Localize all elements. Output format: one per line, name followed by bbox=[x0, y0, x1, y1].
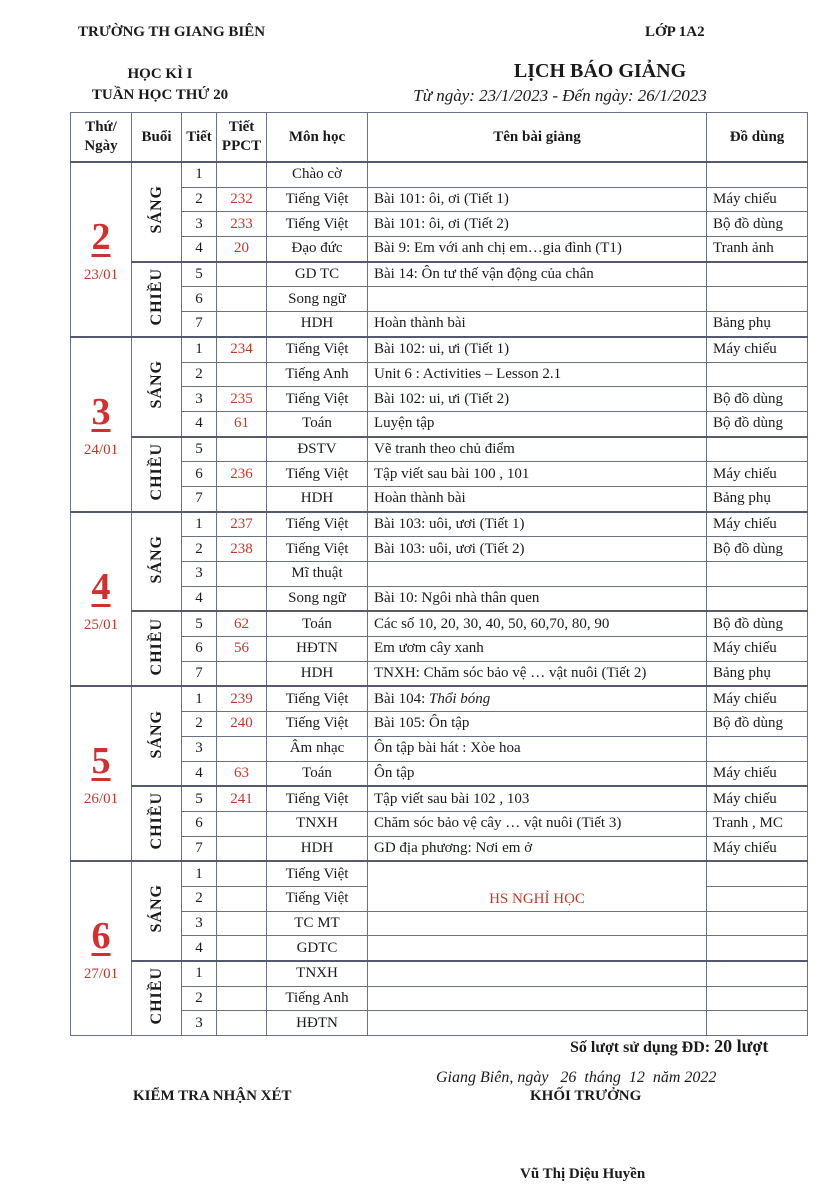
table-row bbox=[71, 562, 808, 587]
col-session: Buổi bbox=[132, 113, 182, 163]
holiday-note: HS NGHỈ HỌC bbox=[489, 890, 585, 907]
lesson-cell bbox=[368, 212, 707, 237]
period-cell: 2 bbox=[182, 886, 217, 911]
table-row bbox=[71, 736, 808, 761]
lesson-text: Bài 101: ôi, ơi (Tiết 2) bbox=[374, 215, 509, 232]
period-cell: 3 bbox=[182, 387, 217, 412]
lesson-text: Bài 10: Ngôi nhà thân quen bbox=[374, 590, 540, 607]
period-cell: 3 bbox=[182, 562, 217, 587]
day-date: 27/01 bbox=[83, 966, 119, 983]
table-row bbox=[71, 287, 808, 312]
lesson-cell bbox=[368, 411, 707, 436]
equipment-cell bbox=[707, 162, 808, 187]
session-morning bbox=[132, 337, 182, 437]
period-cell: 7 bbox=[182, 486, 217, 511]
ppct-cell bbox=[217, 486, 267, 511]
ppct-cell: 234 bbox=[217, 337, 267, 362]
equipment-cell: Bộ đồ dùng bbox=[707, 212, 808, 237]
lesson-text: Hoàn thành bài bbox=[374, 315, 466, 332]
head-label: KHỐI TRƯỞNG bbox=[530, 1088, 642, 1104]
table-row bbox=[71, 411, 808, 436]
subject-cell: Tiếng Việt bbox=[267, 512, 368, 537]
place-date: Giang Biên, ngày 26 tháng 12 năm 2022 bbox=[436, 1069, 717, 1086]
period-cell: 5 bbox=[182, 611, 217, 636]
reviewer-label: KIỂM TRA NHẬN XÉT bbox=[133, 1088, 292, 1104]
day-cell bbox=[71, 337, 132, 512]
table-row bbox=[71, 312, 808, 337]
table-row bbox=[71, 212, 808, 237]
equipment-cell bbox=[707, 362, 808, 387]
session-morning bbox=[132, 512, 182, 612]
subject-cell: GD TC bbox=[267, 262, 368, 287]
lesson-cell bbox=[368, 611, 707, 636]
subject-cell: HDH bbox=[267, 836, 368, 861]
session-label: CHIỀU bbox=[147, 967, 165, 1025]
period-cell: 1 bbox=[182, 961, 217, 986]
lesson-text: Bài 9: Em với anh chị em…gia đình (T1) bbox=[374, 240, 622, 257]
session-afternoon bbox=[132, 786, 182, 861]
period-cell: 3 bbox=[182, 1011, 217, 1036]
subject-cell: Tiếng Việt bbox=[267, 337, 368, 362]
ppct-cell bbox=[217, 562, 267, 587]
lesson-cell bbox=[368, 1011, 707, 1036]
lesson-cell bbox=[368, 387, 707, 412]
period-cell: 7 bbox=[182, 661, 217, 686]
period-cell: 6 bbox=[182, 287, 217, 312]
subject-cell: Tiếng Anh bbox=[267, 362, 368, 387]
subject-cell: Tiếng Việt bbox=[267, 861, 368, 886]
ppct-cell: 240 bbox=[217, 712, 267, 737]
session-label: SÁNG bbox=[147, 359, 165, 409]
session-label: CHIỀU bbox=[147, 268, 165, 326]
period-cell: 4 bbox=[182, 237, 217, 262]
ppct-cell bbox=[217, 586, 267, 611]
lesson-cell bbox=[368, 911, 707, 936]
subject-cell: Tiếng Việt bbox=[267, 387, 368, 412]
session-morning bbox=[132, 861, 182, 961]
day-number: 2 bbox=[91, 215, 111, 258]
subject-cell: HĐTN bbox=[267, 637, 368, 662]
subject-cell: Tiếng Việt bbox=[267, 212, 368, 237]
period-cell: 2 bbox=[182, 537, 217, 562]
ppct-cell: 62 bbox=[217, 611, 267, 636]
ppct-cell: 56 bbox=[217, 637, 267, 662]
subject-cell: Mĩ thuật bbox=[267, 562, 368, 587]
lesson-text: Ôn tập bbox=[374, 764, 415, 781]
ppct-cell: 20 bbox=[217, 237, 267, 262]
day-cell bbox=[71, 861, 132, 1035]
table-row bbox=[71, 986, 808, 1011]
equipment-cell bbox=[707, 586, 808, 611]
lesson-cell bbox=[368, 836, 707, 861]
ppct-cell: 241 bbox=[217, 786, 267, 811]
day-number: 5 bbox=[91, 740, 111, 783]
lesson-text: Bài 14: Ôn tư thế vận động của chân bbox=[374, 266, 594, 283]
lesson-cell bbox=[368, 462, 707, 487]
ppct-cell bbox=[217, 811, 267, 836]
usage-value: 20 lượt bbox=[714, 1036, 769, 1056]
lesson-cell bbox=[368, 362, 707, 387]
session-label: CHIỀU bbox=[147, 617, 165, 676]
school-name: TRƯỜNG TH GIANG BIÊN bbox=[78, 24, 266, 40]
lesson-text: GD địa phương: Nơi em ở bbox=[374, 839, 533, 856]
date-range: Từ ngày: 23/1/2023 - Đến ngày: 26/1/2023 bbox=[413, 86, 707, 105]
subject-cell: HĐTN bbox=[267, 1011, 368, 1036]
table-row bbox=[71, 761, 808, 786]
table-row bbox=[71, 512, 808, 537]
lesson-cell bbox=[368, 811, 707, 836]
lesson-cell bbox=[368, 537, 707, 562]
lesson-cell bbox=[368, 337, 707, 362]
equipment-cell bbox=[707, 437, 808, 462]
subject-cell: Tiếng Việt bbox=[267, 712, 368, 737]
table-row bbox=[71, 786, 808, 811]
equipment-cell: Bộ đồ dùng bbox=[707, 411, 808, 436]
lesson-text: Unit 6 : Activities – Lesson 2.1 bbox=[374, 365, 562, 382]
equipment-cell: Bộ đồ dùng bbox=[707, 537, 808, 562]
schedule-table bbox=[70, 112, 808, 1036]
equipment-cell: Máy chiếu bbox=[707, 337, 808, 362]
col-day: Thứ/ Ngày bbox=[71, 113, 132, 163]
subject-cell: ĐSTV bbox=[267, 437, 368, 462]
col-subject: Môn học bbox=[267, 113, 368, 163]
subject-cell: Tiếng Việt bbox=[267, 187, 368, 212]
table-row bbox=[71, 686, 808, 711]
lesson-text: Bài 103: uôi, ươi (Tiết 1) bbox=[374, 515, 525, 532]
equipment-cell bbox=[707, 562, 808, 587]
table-row bbox=[71, 586, 808, 611]
equipment-cell: Bảng phụ bbox=[707, 661, 808, 686]
table-row bbox=[71, 661, 808, 686]
equipment-cell: Bộ đồ dùng bbox=[707, 712, 808, 737]
table-row bbox=[71, 237, 808, 262]
session-label: SÁNG bbox=[147, 709, 165, 759]
table-row bbox=[71, 936, 808, 961]
lesson-cell bbox=[368, 686, 707, 711]
table-row bbox=[71, 162, 808, 187]
session-afternoon bbox=[132, 961, 182, 1036]
session-label: SÁNG bbox=[147, 884, 165, 933]
ppct-cell: 236 bbox=[217, 462, 267, 487]
day-cell bbox=[71, 512, 132, 687]
ppct-cell bbox=[217, 1011, 267, 1036]
session-label: SÁNG bbox=[147, 534, 165, 584]
period-cell: 2 bbox=[182, 362, 217, 387]
period-cell: 6 bbox=[182, 637, 217, 662]
equipment-cell: Bảng phụ bbox=[707, 312, 808, 337]
ppct-cell bbox=[217, 861, 267, 886]
session-morning bbox=[132, 686, 182, 786]
col-equipment: Đồ dùng bbox=[707, 113, 808, 163]
signer-name: Vũ Thị Diệu Huyền bbox=[520, 1166, 646, 1182]
ppct-cell: 238 bbox=[217, 537, 267, 562]
lesson-text: Luyện tập bbox=[374, 415, 435, 432]
period-cell: 1 bbox=[182, 337, 217, 362]
equipment-cell: Tranh ảnh bbox=[707, 237, 808, 262]
lesson-cell bbox=[368, 661, 707, 686]
equipment-cell: Bảng phụ bbox=[707, 486, 808, 511]
col-ppct: Tiết PPCT bbox=[217, 113, 267, 163]
equipment-cell bbox=[707, 886, 808, 911]
lesson-text: Bài 102: ui, ưi (Tiết 2) bbox=[374, 390, 510, 407]
ppct-cell: 232 bbox=[217, 187, 267, 212]
subject-cell: Toán bbox=[267, 411, 368, 436]
table-row bbox=[71, 1011, 808, 1036]
lesson-cell bbox=[368, 312, 707, 337]
lesson-text: Em ươm cây xanh bbox=[374, 640, 484, 657]
session-afternoon bbox=[132, 262, 182, 337]
subject-cell: Song ngữ bbox=[267, 586, 368, 611]
period-cell: 1 bbox=[182, 512, 217, 537]
lesson-cell bbox=[368, 936, 707, 961]
lesson-text: Bài 101: ôi, ơi (Tiết 1) bbox=[374, 191, 509, 208]
lesson-text: Ôn tập bài hát : Xòe hoa bbox=[374, 740, 521, 757]
ppct-cell bbox=[217, 986, 267, 1011]
lesson-cell bbox=[368, 162, 707, 187]
period-cell: 4 bbox=[182, 936, 217, 961]
subject-cell: Tiếng Việt bbox=[267, 886, 368, 911]
col-period: Tiết bbox=[182, 113, 217, 163]
subject-cell: GDTC bbox=[267, 936, 368, 961]
lesson-cell bbox=[368, 512, 707, 537]
day-number: 6 bbox=[91, 915, 111, 958]
table-row bbox=[71, 961, 808, 986]
period-cell: 3 bbox=[182, 911, 217, 936]
lesson-cell bbox=[368, 486, 707, 511]
equipment-cell bbox=[707, 287, 808, 312]
day-cell bbox=[71, 686, 132, 861]
day-date: 23/01 bbox=[83, 266, 119, 283]
lesson-text: Chăm sóc bảo vệ cây … vật nuôi (Tiết 3) bbox=[374, 815, 622, 832]
subject-cell: Toán bbox=[267, 611, 368, 636]
ppct-cell bbox=[217, 162, 267, 187]
subject-cell: Âm nhạc bbox=[267, 736, 368, 761]
table-row bbox=[71, 537, 808, 562]
lesson-text: Bài 105: Ôn tập bbox=[374, 715, 470, 732]
lesson-cell bbox=[368, 961, 707, 986]
table-row bbox=[71, 811, 808, 836]
subject-cell: Tiếng Việt bbox=[267, 537, 368, 562]
equipment-cell bbox=[707, 1011, 808, 1036]
table-row bbox=[71, 911, 808, 936]
table-row bbox=[71, 637, 808, 662]
week: TUẦN HỌC THỨ 20 bbox=[91, 87, 229, 103]
period-cell: 1 bbox=[182, 686, 217, 711]
lesson-cell bbox=[368, 237, 707, 262]
ppct-cell: 237 bbox=[217, 512, 267, 537]
semester: HỌC KÌ I bbox=[127, 66, 193, 82]
ppct-cell: 235 bbox=[217, 387, 267, 412]
period-cell: 2 bbox=[182, 187, 217, 212]
page-title: LỊCH BÁO GIẢNG bbox=[513, 60, 687, 82]
session-afternoon bbox=[132, 611, 182, 686]
table-row bbox=[71, 836, 808, 861]
equipment-cell bbox=[707, 961, 808, 986]
lesson-text: Vẽ tranh theo chủ điểm bbox=[374, 440, 515, 457]
equipment-cell bbox=[707, 986, 808, 1011]
subject-cell: TC MT bbox=[267, 911, 368, 936]
usage-label: Số lượt sử dụng ĐD: bbox=[570, 1039, 715, 1056]
equipment-cell: Bộ đồ dùng bbox=[707, 387, 808, 412]
lesson-cell bbox=[368, 712, 707, 737]
ppct-cell bbox=[217, 911, 267, 936]
equipment-cell: Máy chiếu bbox=[707, 761, 808, 786]
session-label: CHIỀU bbox=[147, 792, 165, 850]
period-cell: 4 bbox=[182, 411, 217, 436]
lesson-cell bbox=[368, 187, 707, 212]
table-row bbox=[71, 387, 808, 412]
period-cell: 6 bbox=[182, 462, 217, 487]
session-morning bbox=[132, 162, 182, 262]
equipment-cell: Bộ đồ dùng bbox=[707, 611, 808, 636]
day-number: 3 bbox=[91, 390, 111, 433]
lesson-cell bbox=[368, 736, 707, 761]
period-cell: 7 bbox=[182, 312, 217, 337]
day-cell bbox=[71, 162, 132, 337]
table-row bbox=[71, 262, 808, 287]
subject-cell: TNXH bbox=[267, 961, 368, 986]
col-lesson: Tên bài giảng bbox=[368, 113, 707, 163]
ppct-cell bbox=[217, 362, 267, 387]
ppct-cell bbox=[217, 836, 267, 861]
subject-cell: HDH bbox=[267, 486, 368, 511]
period-cell: 1 bbox=[182, 861, 217, 886]
subject-cell: Song ngữ bbox=[267, 287, 368, 312]
equipment-cell: Máy chiếu bbox=[707, 686, 808, 711]
ppct-cell bbox=[217, 262, 267, 287]
lesson-cell bbox=[368, 287, 707, 312]
period-cell: 4 bbox=[182, 761, 217, 786]
lesson-text: Các số 10, 20, 30, 40, 50, 60,70, 80, 90 bbox=[374, 615, 610, 632]
period-cell: 4 bbox=[182, 586, 217, 611]
header-row bbox=[71, 113, 808, 163]
ppct-cell bbox=[217, 886, 267, 911]
equipment-cell bbox=[707, 911, 808, 936]
lesson-text: Bài 102: ui, ưi (Tiết 1) bbox=[374, 341, 510, 358]
equipment-cell: Máy chiếu bbox=[707, 836, 808, 861]
lesson-cell bbox=[368, 637, 707, 662]
lesson-cell bbox=[368, 437, 707, 462]
equipment-usage bbox=[570, 1036, 768, 1057]
lesson-text: Bài 104: bbox=[374, 690, 429, 707]
period-cell: 3 bbox=[182, 212, 217, 237]
lesson-text: Bài 103: uôi, ươi (Tiết 2) bbox=[374, 540, 525, 557]
lesson-cell bbox=[368, 262, 707, 287]
lesson-cell bbox=[368, 986, 707, 1011]
period-cell: 3 bbox=[182, 736, 217, 761]
period-cell: 5 bbox=[182, 437, 217, 462]
session-label: CHIỀU bbox=[147, 442, 165, 501]
ppct-cell bbox=[217, 661, 267, 686]
day-date: 25/01 bbox=[83, 616, 119, 633]
subject-cell: Chào cờ bbox=[267, 162, 368, 187]
lesson-text: TNXH: Chăm sóc bảo vệ … vật nuôi (Tiết 2) bbox=[374, 665, 647, 682]
lesson-cell bbox=[368, 761, 707, 786]
table-row bbox=[71, 437, 808, 462]
period-cell: 7 bbox=[182, 836, 217, 861]
semester-block bbox=[80, 64, 240, 106]
day-date: 26/01 bbox=[83, 791, 119, 808]
table-row bbox=[71, 337, 808, 362]
subject-cell: Tiếng Việt bbox=[267, 686, 368, 711]
period-cell: 1 bbox=[182, 162, 217, 187]
table-row bbox=[71, 486, 808, 511]
ppct-cell bbox=[217, 736, 267, 761]
session-afternoon bbox=[132, 437, 182, 512]
ppct-cell: 239 bbox=[217, 686, 267, 711]
equipment-cell: Tranh , MC bbox=[707, 811, 808, 836]
ppct-cell bbox=[217, 312, 267, 337]
subject-cell: Tiếng Việt bbox=[267, 786, 368, 811]
ppct-cell: 63 bbox=[217, 761, 267, 786]
subject-cell: Tiếng Việt bbox=[267, 462, 368, 487]
ppct-cell: 233 bbox=[217, 212, 267, 237]
period-cell: 6 bbox=[182, 811, 217, 836]
subject-cell: TNXH bbox=[267, 811, 368, 836]
day-number: 4 bbox=[91, 565, 111, 608]
equipment-cell: Máy chiếu bbox=[707, 512, 808, 537]
lesson-cell bbox=[368, 562, 707, 587]
subject-cell: HDH bbox=[267, 312, 368, 337]
equipment-cell bbox=[707, 861, 808, 886]
ppct-cell bbox=[217, 961, 267, 986]
lesson-text: Tập viết sau bài 100 , 101 bbox=[374, 465, 530, 482]
ppct-cell bbox=[217, 437, 267, 462]
equipment-cell: Máy chiếu bbox=[707, 187, 808, 212]
ppct-cell bbox=[217, 936, 267, 961]
table-row bbox=[71, 712, 808, 737]
ppct-cell bbox=[217, 287, 267, 312]
subject-cell: HDH bbox=[267, 661, 368, 686]
subject-cell: Toán bbox=[267, 761, 368, 786]
lesson-cell bbox=[368, 586, 707, 611]
session-label: SÁNG bbox=[147, 185, 165, 234]
subject-cell: Tiếng Anh bbox=[267, 986, 368, 1011]
equipment-cell bbox=[707, 262, 808, 287]
table-row bbox=[71, 462, 808, 487]
holiday-note-cell bbox=[368, 861, 707, 911]
lesson-text: Tập viết sau bài 102 , 103 bbox=[374, 790, 530, 807]
equipment-cell: Máy chiếu bbox=[707, 462, 808, 487]
ppct-cell: 61 bbox=[217, 411, 267, 436]
subject-cell: Đạo đức bbox=[267, 237, 368, 262]
lesson-italic-text: Thổi bóng bbox=[429, 690, 491, 707]
period-cell: 2 bbox=[182, 712, 217, 737]
lesson-cell bbox=[368, 786, 707, 811]
table-row bbox=[71, 187, 808, 212]
period-cell: 5 bbox=[182, 262, 217, 287]
equipment-cell bbox=[707, 736, 808, 761]
table-row bbox=[71, 362, 808, 387]
equipment-cell bbox=[707, 936, 808, 961]
equipment-cell: Máy chiếu bbox=[707, 637, 808, 662]
day-date: 24/01 bbox=[83, 441, 119, 458]
equipment-cell: Máy chiếu bbox=[707, 786, 808, 811]
class-name: LỚP 1A2 bbox=[645, 24, 705, 40]
period-cell: 5 bbox=[182, 786, 217, 811]
table-row bbox=[71, 611, 808, 636]
table-row bbox=[71, 861, 808, 886]
period-cell: 2 bbox=[182, 986, 217, 1011]
lesson-text: Hoàn thành bài bbox=[374, 490, 466, 507]
